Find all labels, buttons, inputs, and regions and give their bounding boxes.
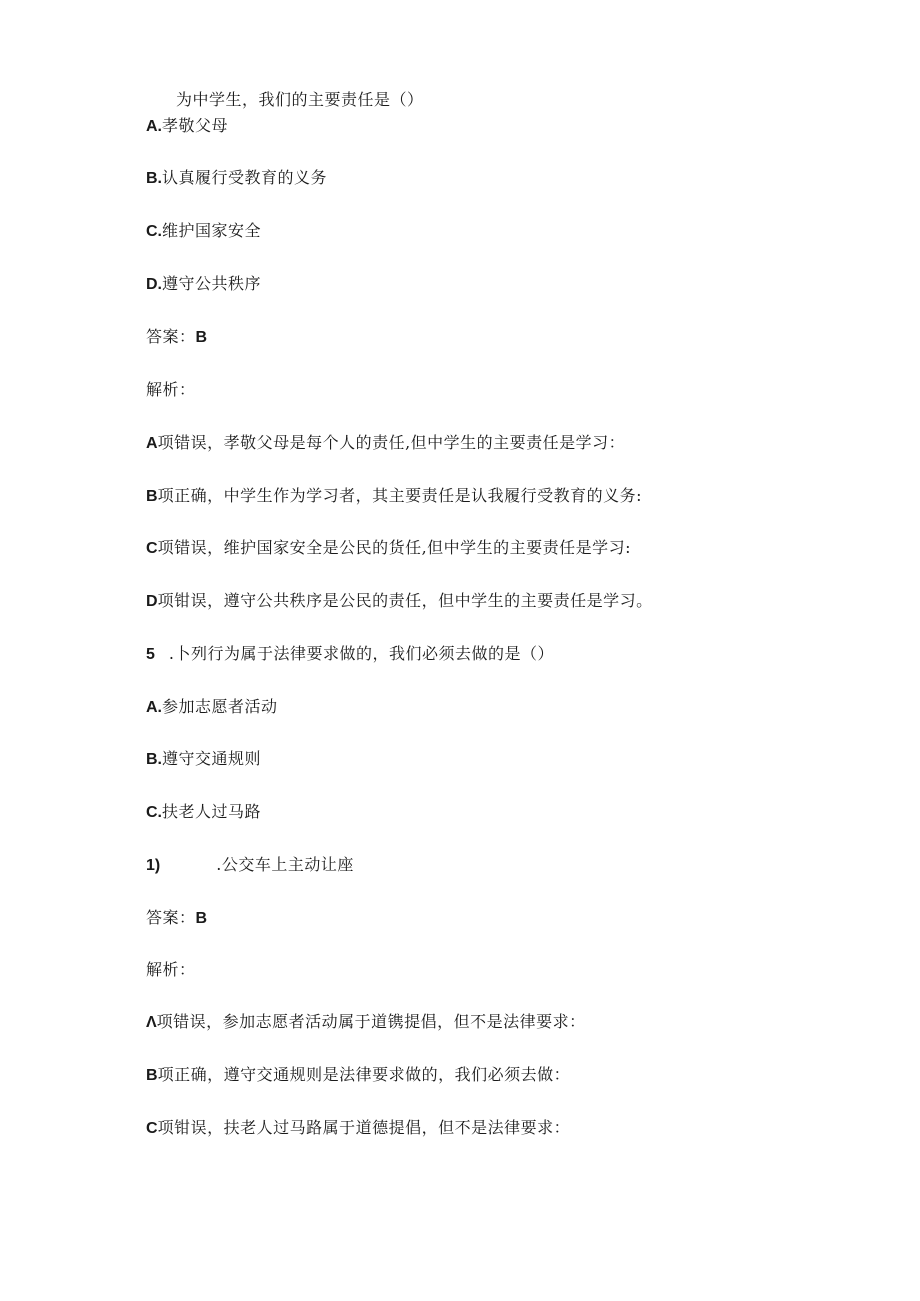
analysis-item-a: A项错误，孝敬父母是每个人的责任,但中学生的主要责任是学习：	[146, 433, 626, 452]
analysis-item-d: D项钳误，遵守公共秩序是公民的责任，但中学生的主要责任是学习。	[146, 591, 653, 610]
option-c: C.扶老人过马路	[146, 802, 262, 821]
option-b: B.遵守交通规则	[146, 749, 262, 768]
analysis-title: 解析：	[146, 960, 196, 979]
analysis-title: 解析：	[146, 380, 196, 399]
analysis-item-b: B项正确，中学生作为学习者，其主要责任是认我履行受教育的义务:	[146, 486, 642, 505]
option-a: A.孝敬父母	[146, 116, 229, 135]
option-d: 1) .公交车上主动让座	[146, 855, 354, 874]
question-stem: 5 .卜列行为属于法律要求做的，我们必须去做的是（）	[146, 644, 554, 663]
analysis-item-b: B项正确，遵守交通规则是法律要求做的，我们必须去做：	[146, 1065, 571, 1084]
answer-line: 答案：B	[146, 908, 208, 927]
question-stem: 为中学生，我们的主要责任是（）	[176, 90, 424, 109]
option-b: B.认真履行受教育的义务	[146, 168, 328, 187]
analysis-item-c: C项错误，维护国家安全是公民的货任,但中学生的主要责任是学习:	[146, 538, 632, 557]
option-c: C.维护国家安全	[146, 221, 262, 240]
option-a: A.参加志愿者活动	[146, 697, 278, 716]
option-d: D.遵守公共秩序	[146, 274, 262, 293]
answer-line: 答案：B	[146, 327, 208, 346]
analysis-item-c: C项钳误，扶老人过马路属于道德提倡，但不是法律要求：	[146, 1118, 571, 1137]
analysis-item-a: Λ项错误，参加志愿者活动属于道镌提倡，但不是法律要求：	[146, 1012, 586, 1031]
